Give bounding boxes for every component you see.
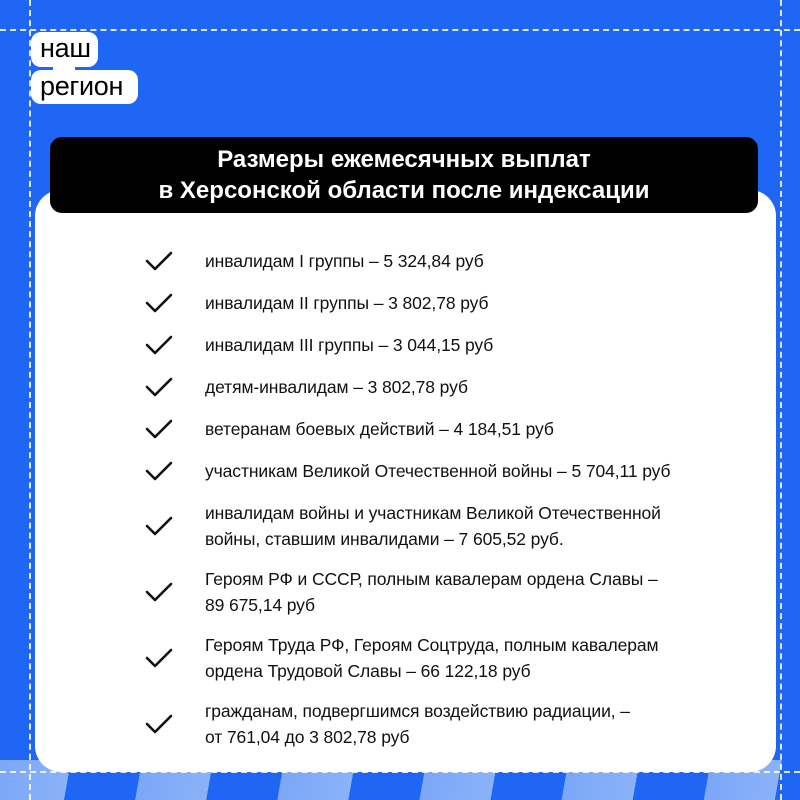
logo-word-region: регион	[31, 70, 138, 104]
list-item	[145, 458, 760, 484]
list-item	[145, 698, 760, 750]
checkmark-icon	[145, 376, 173, 398]
list-item	[145, 416, 760, 442]
list-item	[145, 248, 760, 274]
list-item	[145, 332, 760, 358]
list-item-text	[205, 248, 484, 274]
list-item-line: Героям Труда РФ, Героям Соцтруда, полным кавалерам	[205, 635, 659, 655]
list-item-line: инвалидам II группы – 3 802,78 руб	[205, 293, 489, 313]
checkmark-icon	[145, 515, 173, 537]
checkmark-icon	[145, 647, 173, 669]
list-item	[145, 632, 760, 684]
checkmark-icon	[145, 292, 173, 314]
list-item	[145, 374, 760, 400]
title-line-2: в Херсонской области после индексации	[158, 177, 650, 204]
list-item-text	[205, 698, 630, 750]
checkmark-icon	[145, 581, 173, 603]
list-item-line: войны, ставшим инвалидами – 7 605,52 руб.	[205, 529, 564, 549]
checkmark-icon	[145, 334, 173, 356]
guide-line-right	[780, 0, 782, 800]
list-item-line: инвалидам I группы – 5 324,84 руб	[205, 251, 484, 271]
checkmark-icon	[145, 418, 173, 440]
list-item-line: 89 675,14 руб	[205, 595, 315, 615]
list-item-text	[205, 374, 468, 400]
list-item-text	[205, 632, 658, 684]
list-item-text	[205, 566, 658, 618]
list-item-line: от 761,04 до 3 802,78 руб	[205, 727, 410, 747]
list-item-text	[205, 290, 488, 316]
list-item-text	[205, 332, 493, 358]
list-item-text	[205, 416, 554, 442]
list-item	[145, 500, 760, 552]
list-item-text	[205, 500, 661, 552]
list-item-line: инвалидам III группы – 3 044,15 руб	[205, 335, 494, 355]
checkmark-icon	[145, 713, 173, 735]
list-item-text	[205, 458, 670, 484]
list-item-line: Героям РФ и СССР, полным кавалерам ордена Славы –	[205, 569, 658, 589]
list-item-line: гражданам, подвергшимся воздействию радиации, –	[205, 701, 630, 721]
checkmark-icon	[145, 250, 173, 272]
list-item	[145, 566, 760, 618]
guide-line-left	[29, 0, 31, 800]
list-item-line: ордена Трудовой Славы – 66 122,18 руб	[205, 661, 531, 681]
checkmark-icon	[145, 460, 173, 482]
title-line-1: Размеры ежемесячных выплат	[217, 146, 591, 173]
list-item-line: ветеранам боевых действий – 4 184,51 руб	[205, 419, 554, 439]
logo-word-nash: наш	[31, 32, 98, 67]
page-title	[50, 137, 758, 213]
list-item-line: участникам Великой Отечественной войны – 5 704,11 руб	[205, 461, 671, 481]
guide-line-top	[0, 29, 800, 31]
list-item	[145, 290, 760, 316]
list-item-line: детям-инвалидам – 3 802,78 руб	[205, 377, 468, 397]
list-item-line: инвалидам войны и участникам Великой Отечественной	[205, 503, 661, 523]
